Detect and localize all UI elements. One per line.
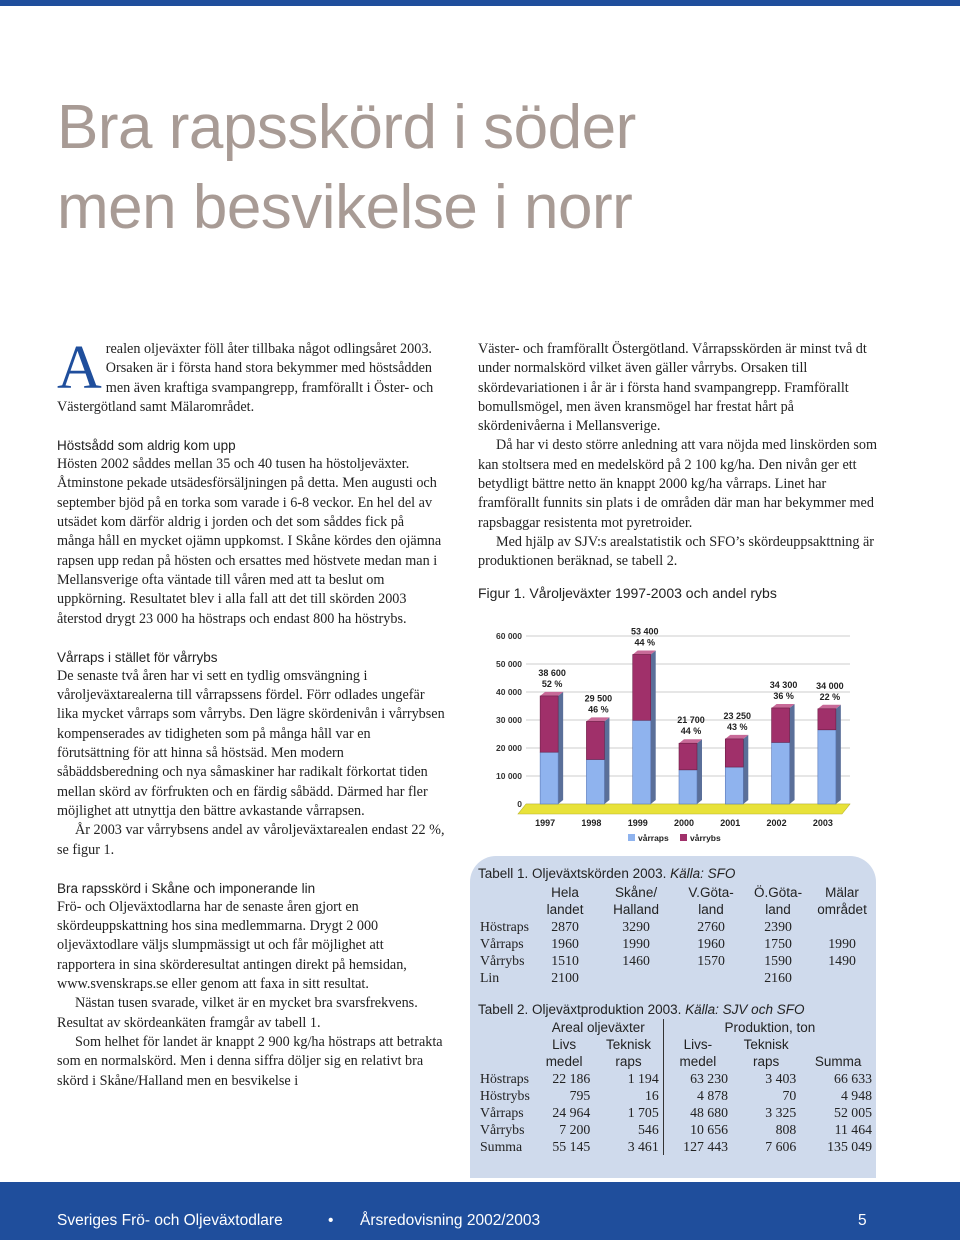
- table-row: [476, 1121, 876, 1138]
- x-tick-label: 1999: [627, 818, 648, 828]
- bar-varrybs: [679, 743, 697, 770]
- bar-varraps: [772, 742, 790, 804]
- table2-group-header: [476, 1019, 876, 1036]
- total-data-label: 29 500: [584, 693, 613, 704]
- total-data-label: 23 250: [723, 710, 752, 721]
- bar-side: [604, 717, 609, 804]
- table-cell: 1 705: [594, 1104, 663, 1121]
- table1-header-cell: landet: [546, 902, 584, 917]
- figure-caption: Figur 1. Våroljeväxter 1997-2003 och andel rybs: [478, 584, 777, 601]
- table2-group-area: Areal oljeväxter: [534, 1019, 663, 1036]
- footer-org: Sveriges Frö- och Oljeväxtodlare: [57, 1212, 283, 1229]
- table-cell: 1960: [551, 936, 579, 951]
- table-cell: 24 964: [552, 1105, 591, 1120]
- table-cell: 2390: [764, 919, 792, 934]
- paragraph-survey: Frö- och Oljeväxtodlarna har de senaste åren gjort en skördeuppskattning hos sina medlemmarna. Drygt 2 000 oljeväxtodlare väljs slumpmässigt ut och får möjlighet att rapportera in sina skörderesultat antingen direkt på hemsidan, www.svenskraps.se eller genom att faxa in sitt resultat.: [57, 898, 407, 993]
- y-tick-label: 0: [517, 799, 522, 809]
- table1-header-cell: Halland: [613, 902, 659, 917]
- table-cell: 3 325: [765, 1105, 797, 1120]
- x-tick-label: 2001: [720, 818, 741, 828]
- share-data-label: 43 %: [727, 721, 748, 732]
- footer-report: Årsredovisning 2002/2003: [360, 1212, 541, 1229]
- total-data-label: 34 000: [816, 680, 844, 691]
- table-cell: [809, 969, 875, 986]
- table-cell: 4 878: [696, 1088, 729, 1103]
- table2-header-cell: medel: [545, 1054, 583, 1069]
- table-cell: 22 186: [552, 1071, 591, 1086]
- row-label: Höstrybs: [480, 1088, 530, 1103]
- bar-varrybs: [725, 739, 743, 767]
- row-label: Höstraps: [480, 919, 530, 934]
- table2-header-cell: medel: [679, 1054, 717, 1069]
- bar-varraps: [586, 759, 604, 804]
- table-row: [476, 969, 875, 986]
- y-tick-label: 20 000: [496, 743, 522, 753]
- bar-side: [836, 705, 841, 804]
- table-cell: 1590: [764, 953, 792, 968]
- table-cell: 2870: [551, 919, 579, 934]
- table-cell: 7 200: [559, 1122, 591, 1137]
- table1-header-row: [476, 884, 875, 901]
- table-cell: 2760: [697, 919, 725, 934]
- table2-group-production: Produktion, ton: [724, 1020, 816, 1035]
- share-data-label: 36 %: [773, 690, 794, 701]
- table2-header-cell: [800, 1036, 876, 1053]
- x-tick-label: 2003: [812, 818, 833, 828]
- bar-side: [651, 650, 656, 804]
- y-tick-label: 50 000: [496, 659, 522, 669]
- total-data-label: 21 700: [677, 715, 705, 726]
- bar-varrybs: [540, 696, 558, 752]
- table1-header-cell: [476, 884, 533, 901]
- table-cell: 11 464: [834, 1122, 872, 1137]
- table-cell: 2100: [551, 970, 579, 985]
- table1-header-cell: land: [698, 902, 724, 917]
- table1-header-cell: V.Göta-: [688, 885, 734, 900]
- top-accent-bar: [0, 0, 960, 6]
- table-cell: 7 606: [765, 1139, 797, 1154]
- table-row: [476, 1087, 876, 1104]
- total-data-label: 34 300: [769, 679, 798, 690]
- table-row: [476, 935, 875, 952]
- table2-caption: [478, 1002, 804, 1017]
- table-cell: 1510: [551, 953, 579, 968]
- row-label: Vårraps: [480, 936, 524, 951]
- legend-label: vårrybs: [690, 833, 721, 843]
- heading-varraps: Vårraps i stället för vårrybs: [57, 649, 218, 665]
- table-cell: 66 633: [834, 1071, 872, 1086]
- paragraph-production: Med hjälp av SJV:s arealstatistik och SFO’s skördeuppsakttning är produktionen beräknad, se tabell 2.: [478, 533, 875, 570]
- table1-caption-main: Tabell 1. Oljeväxtskörden 2003.: [478, 866, 667, 881]
- right-column: [478, 340, 878, 603]
- table2-caption-main: Tabell 2. Oljeväxtproduktion 2003.: [478, 1002, 682, 1017]
- table1-header-cell: Hela: [551, 885, 579, 900]
- legend-swatch: [680, 834, 687, 841]
- paragraph-response: Nästan tusen svarade, vilket är en mycket bra svarsfrekvens. Resultat av skördeankäten framgår av tabell 1.: [57, 995, 418, 1031]
- table2-header-row: [476, 1036, 876, 1053]
- table-cell: 1960: [697, 936, 725, 951]
- y-tick-label: 30 000: [496, 715, 522, 725]
- table-cell: [675, 969, 747, 986]
- table2-header-cell: Summa: [814, 1054, 862, 1069]
- row-label: Vårrybs: [480, 953, 525, 968]
- table2-header-cell: raps: [594, 1053, 663, 1070]
- bar-varraps: [818, 730, 836, 804]
- share-data-label: 52 %: [541, 678, 563, 689]
- table1: [476, 884, 875, 986]
- table-cell: 808: [775, 1122, 797, 1137]
- bar-side: [790, 704, 795, 804]
- table1-caption: [478, 866, 735, 881]
- row-label: Summa: [480, 1139, 523, 1154]
- table2-caption-source: Källa: SJV och SFO: [685, 1002, 805, 1017]
- table-row: [476, 1138, 876, 1155]
- intro-text: realen oljeväxter föll åter tillbaka något odlingsåret 2003. Orsaken är i första hand stora bekymmer med höstsådden men även kraftiga svampangrepp, framförallt i Öster- och Västergötland samt Mälarområdet.: [57, 341, 434, 415]
- table-cell: 4 948: [840, 1088, 872, 1103]
- x-tick-label: 1998: [581, 818, 602, 828]
- share-data-label: 44 %: [634, 637, 655, 648]
- table1-header-row: [476, 901, 875, 918]
- table2-header-cell: Livs: [552, 1037, 577, 1052]
- table-cell: 1570: [697, 953, 725, 968]
- y-tick-label: 40 000: [496, 687, 522, 697]
- table2-header-cell: [476, 1036, 534, 1053]
- table2-header-cell: Teknisk: [594, 1036, 663, 1053]
- table-cell: 1750: [764, 936, 792, 951]
- bar-varraps: [633, 720, 651, 804]
- table-cell: 1490: [828, 953, 856, 968]
- page-footer: [0, 1182, 960, 1240]
- table-cell: 3 461: [594, 1138, 663, 1155]
- table1-header-cell: området: [817, 902, 867, 917]
- row-label: Höstraps: [480, 1071, 530, 1086]
- bar-side: [743, 735, 748, 804]
- table-row: [476, 1070, 876, 1087]
- paragraph-normal-yield: Som helhet för landet är knappt 2 900 kg/ha höstraps att betrakta som en normalskörd. Men i denna siffra döljer sig en relativt bra skörd i Skåne/Halland men en besvikelse i: [57, 1033, 443, 1089]
- share-data-label: 22 %: [819, 691, 841, 702]
- table1-caption-source: Källa: SFO: [670, 866, 736, 881]
- table1-header-cell: Mälar: [825, 885, 859, 900]
- table-cell: [809, 918, 875, 935]
- table2-header-cell: Teknisk: [743, 1037, 789, 1052]
- table2-header-cell: Livs-: [683, 1037, 713, 1052]
- title-line-2: men besvikelse i norr: [57, 173, 633, 242]
- table-cell: 16: [594, 1087, 663, 1104]
- table-cell: 2160: [764, 970, 792, 985]
- paragraph-hostsadd: Hösten 2002 såddes mellan 35 och 40 tusen ha höstoljeväxter. Åtminstone pekade utsädesförsäljningen på detta. Men augusti och september bjöd på en torka som varade i 6-8 veckor. En hel del av utsädet kom därför aldrig i jorden och det som såddes fick på många håll en mycket ojämn uppkomst. I Skåne kördes den ojämna rapsen upp redan på hösten och ersattes med höstvete medan man i Mellansverige ofta väntade till våren med att ta beslut om uppkörning. Resultatet blev i alla fall att det till skörden 2003 återstod drygt 23 000 ha höstraps och endast 800 ha höstrybs.: [57, 456, 442, 627]
- x-tick-label: 1997: [535, 818, 556, 828]
- footer-bullet: •: [328, 1212, 334, 1229]
- bar-side: [697, 739, 702, 804]
- heading-hostsadd: Höstsådd som aldrig kom upp: [57, 438, 236, 454]
- legend-swatch: [628, 834, 635, 841]
- table-cell: 10 656: [690, 1122, 729, 1137]
- table-cell: 795: [569, 1088, 591, 1103]
- bar-varrybs: [818, 709, 836, 730]
- bar-side: [558, 692, 563, 804]
- table-row: [476, 1104, 876, 1121]
- share-data-label: 44 %: [680, 726, 702, 737]
- table-cell: 3 403: [765, 1071, 797, 1086]
- footer-page-number: 5: [858, 1212, 867, 1229]
- row-label: Lin: [480, 970, 500, 985]
- bar-varrybs: [772, 708, 790, 742]
- table-cell: 55 145: [552, 1139, 591, 1154]
- page-title: [57, 88, 917, 248]
- table-cell: 1990: [622, 936, 650, 951]
- table1-header-cell: Skåne/: [615, 885, 658, 900]
- table1-header-cell: [476, 901, 533, 918]
- paragraph-varraps: De senaste två åren har vi sett en tydlig omsvängning i våroljeväxtarealerna till vårrapssens fördel. Förr odlades ungefär lika mycket vårraps som vårrybs. Den lägre skördenivån i vårrybsen kompenserades av tidigheten som på många håll var en förutsättning för att hinna så höstsäd. Men modern såbäddsberedning och nya såmaskiner har radikalt förkortat tiden mellan skörd av förfrukten och en färdig såbädd. Därmed har fler möjlighet att utnyttja den bättre avkastande vårrapsen.: [57, 667, 445, 819]
- left-column: [57, 334, 445, 1091]
- heading-skane: Bra rapsskörd i Skåne och imponerande lin: [57, 880, 316, 896]
- table-cell: 1 194: [594, 1070, 663, 1087]
- bar-varraps: [679, 770, 697, 804]
- table2-header-cell: raps: [753, 1054, 780, 1069]
- x-tick-label: 2002: [766, 818, 787, 828]
- table-row: [476, 952, 875, 969]
- bar-varrybs: [586, 721, 604, 759]
- chart-floor: [518, 804, 850, 814]
- table-cell: 52 005: [834, 1105, 872, 1120]
- table2: [476, 1019, 876, 1155]
- table-row: [476, 918, 875, 935]
- y-tick-label: 60 000: [496, 631, 522, 641]
- table-cell: 63 230: [690, 1071, 729, 1086]
- intro-paragraph: [57, 334, 445, 417]
- y-tick-label: 10 000: [496, 771, 522, 781]
- table1-header-cell: Ö.Göta-: [754, 885, 803, 900]
- total-data-label: 53 400: [630, 626, 659, 637]
- table-cell: 546: [594, 1121, 663, 1138]
- table-cell: 1990: [828, 936, 856, 951]
- table2-header-row: [476, 1053, 876, 1070]
- paragraph-varrybs-share: År 2003 var vårrybsens andel av våroljeväxtarealen endast 22 %, se figur 1.: [57, 822, 445, 858]
- row-label: Vårraps: [480, 1105, 524, 1120]
- table-cell: 1460: [622, 953, 650, 968]
- legend-label: vårraps: [638, 833, 669, 843]
- table-cell: 3290: [622, 919, 650, 934]
- table-cell: 127 443: [683, 1139, 729, 1154]
- drop-cap: A: [57, 334, 102, 402]
- bar-varrybs: [633, 654, 651, 720]
- tables-panel: [470, 856, 876, 1178]
- table-cell: [597, 969, 675, 986]
- total-data-label: 38 600: [538, 667, 566, 678]
- x-tick-label: 2000: [673, 818, 695, 828]
- paragraph-lin: Då har vi desto större anledning att vara nöjda med linskörden som kan stoltsera med en medelskörd på 2 100 kg/ha. Den nivån ger ett betydligt bättre netto än knappt 2000 kg/ha vårraps. Linet har framförallt funnits sin plats i de områden där man har bekymmer med rapsbaggar resistenta mot pyretroider.: [478, 437, 877, 531]
- bar-varraps: [725, 767, 743, 804]
- title-line-1: Bra rapsskörd i söder: [57, 93, 636, 162]
- table1-header-cell: land: [765, 902, 791, 917]
- paragraph-region: Väster- och framförallt Östergötland. Vårrapsskörden är minst två dt under normalskörd vilket även gäller vårrybs. Orsaken till skördevariationen i år är i första hand svampangrepp. Framförallt bomullsmögel, men även kransmögel har frestat hårt på skördenivåerna i Mellansverige.: [478, 341, 867, 435]
- bar-varraps: [540, 752, 558, 804]
- table2-header-cell: [476, 1053, 534, 1070]
- figure-1-chart: [478, 622, 866, 850]
- row-label: Vårrybs: [480, 1122, 525, 1137]
- share-data-label: 46 %: [588, 704, 609, 715]
- table-cell: 135 049: [827, 1139, 872, 1154]
- table-cell: 70: [782, 1088, 797, 1103]
- table-cell: 48 680: [690, 1105, 729, 1120]
